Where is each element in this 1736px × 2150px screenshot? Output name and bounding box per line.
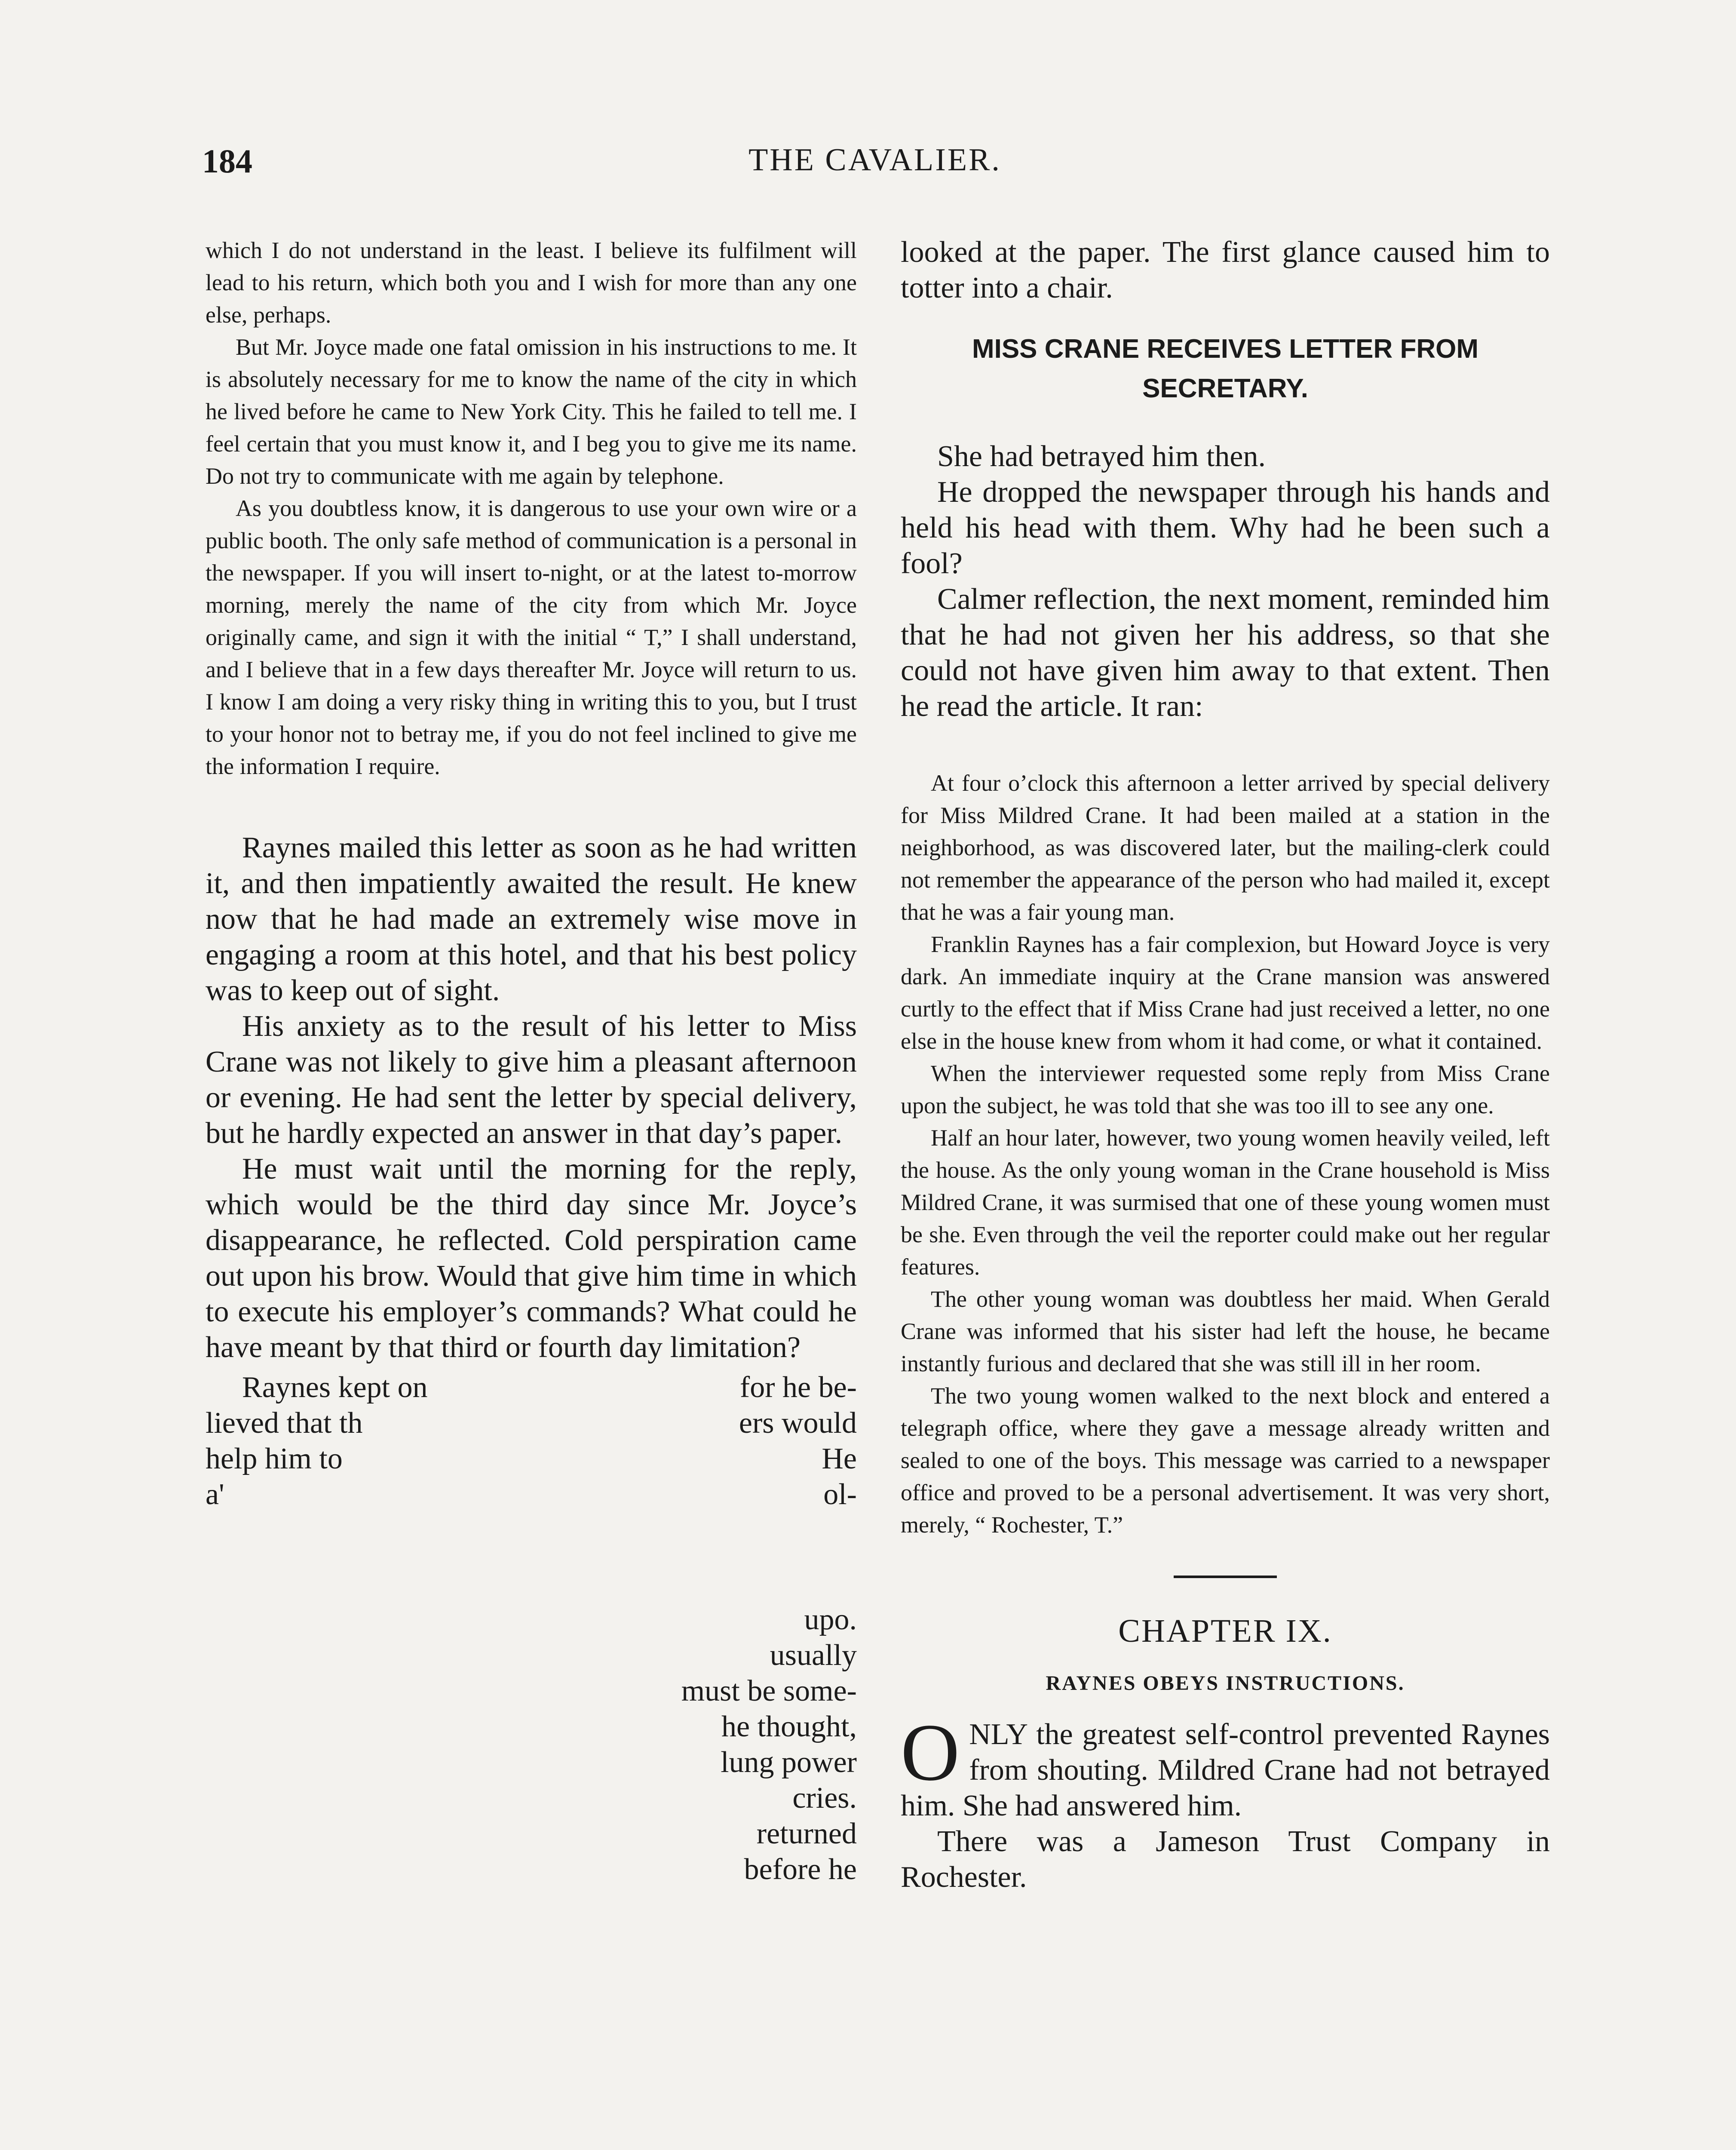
page-header: [202, 142, 1548, 206]
letter-paragraph: But Mr. Joyce made one fatal omission in his instructions to me. It is absolutely necessary for me to know the name of the city in which he lived before he came to New York City. This he failed to tell me. I feel certain that you must know it, and I beg you to give me its name. Do not try to communicate with me again by telephone.: [205, 334, 857, 489]
narrative: [901, 234, 1550, 306]
article-paragraph: Half an hour later, however, two young women heavily veiled, left the house. As the only young woman in the Crane household is Miss Mildred Crane, it was surmised that one of these young women must be she. Even through the veil the reporter could make out her regular features.: [901, 1125, 1550, 1280]
fragment-text: returned: [756, 1817, 857, 1850]
fragment-text: lieved that th: [205, 1407, 363, 1440]
right-column: [901, 234, 1550, 1895]
letter-paragraph: which I do not understand in the least. I believe its fulfilment will lead to his return, which both you and I wish for more than any one else, perhaps.: [205, 237, 857, 328]
story-paragraph: His anxiety as to the result of his letter to Miss Crane was not likely to give him a pleasant afternoon or evening. He had sent the letter by special delivery, but he hardly expected an answer in that day’s paper.: [205, 1010, 857, 1150]
drop-cap: O: [901, 1708, 960, 1798]
fragment-text: ol-: [823, 1478, 857, 1511]
article-paragraph: Franklin Raynes has a fair complexion, but Howard Joyce is very dark. An immediate inquiry at the Crane mansion was answered curtly to the effect that if Miss Crane had just received a letter, no one else in the house knew from whom it had come, or what it contained.: [901, 931, 1550, 1054]
fragment-text: for he be-: [739, 1371, 857, 1404]
story-paragraph: He must wait until the morning for the reply, which would be the third day since Mr. Joyce’s disappearance, he reflected. Cold perspiration came out upon his brow. Would that give him time in which to execute his employer’s commands? What could he have meant by that third or fourth day limitation?: [205, 1152, 857, 1364]
story-paragraph: [901, 1708, 1550, 1824]
story-paragraph: There was a Jameson Trust Company in Rochester.: [901, 1825, 1550, 1894]
fragment-text: lung power: [721, 1746, 857, 1779]
article-paragraph: When the interviewer requested some reply from Miss Crane upon the subject, he was told that she was too ill to see any one.: [901, 1060, 1550, 1118]
chapter-opening: [901, 1708, 1550, 1895]
fragment-text: must be some-: [681, 1674, 857, 1708]
fragment-text: upo.: [804, 1603, 857, 1636]
running-title: THE CAVALIER.: [748, 142, 1001, 178]
article-paragraph: The other young woman was doubtless her maid. When Gerald Crane was informed that his sister had left the house, he became instantly furious and declared that she was still ill in her room.: [901, 1286, 1550, 1376]
page-number: 184: [202, 142, 252, 180]
fragment-text: a': [205, 1478, 224, 1511]
narrative: [205, 830, 857, 1365]
story-paragraph: looked at the paper. The first glance caused him to totter into a chair.: [901, 236, 1550, 304]
fragment-text: cries.: [792, 1781, 857, 1815]
fragment-text: before he: [744, 1853, 857, 1886]
fragment-text: ers would: [739, 1407, 857, 1440]
fragment-text: usually: [770, 1639, 857, 1672]
narrative: [901, 439, 1550, 724]
chapter-title: CHAPTER IX.: [1118, 1613, 1332, 1649]
quoted-letter: [205, 234, 857, 783]
fragment-text: he thought,: [721, 1710, 857, 1743]
section-subheading: MISS CRANE RECEIVES LETTER FROM SECRETARY.: [972, 334, 1479, 403]
drop-cap-paragraph-text: NLY the greatest self-control prevented Raynes from shouting. Mildred Crane had not betrayed him. She had answered him.: [901, 1718, 1550, 1822]
article-paragraph: At four o’clock this afternoon a letter arrived by special delivery for Miss Mildred Crane. It had been mailed at a station in the neighborhood, as was discovered later, but the mailing-clerk could not remember the appearance of the person who had mailed it, except that he was a fair young man.: [901, 770, 1550, 925]
article-paragraph: The two young women walked to the next block and entered a telegraph office, where they gave a message already written and sealed to one of the boys. This message was carried to a newspaper office and proved to be a personal advertisement. It was very short, merely, “ Rochester, T.”: [901, 1383, 1550, 1538]
left-column: [205, 234, 857, 1886]
letter-paragraph: As you doubtless know, it is dangerous to use your own wire or a public booth. The only safe method of communication is a personal in the newspaper. If you will insert to-night, or at the latest to-morrow morning, merely the name of the city from which Mr. Joyce originally came, and sign it with the initial “ T,” I shall understand, and I believe that in a few days thereafter Mr. Joyce will return to us. I know I am doing a very risky thing in writing this to you, but I trust to your honor not to betray me, if you do not feel inclined to give me the information I require.: [205, 495, 857, 779]
story-paragraph: Calmer reflection, the next moment, reminded him that he had not given her his address, so that she could not have given him away to that extent. Then he read the article. It ran:: [901, 583, 1550, 723]
torn-text-area: [205, 1365, 857, 1886]
story-paragraph: He dropped the newspaper through his hands and held his head with them. Why had he been such a fool?: [901, 476, 1550, 580]
story-paragraph: Raynes mailed this letter as soon as he had written it, and then impatiently awaited the result. He knew now that he had made an extremely wise move in engaging a room at this hotel, and that his best policy was to keep out of sight.: [205, 831, 857, 1007]
fragment-text: He: [822, 1442, 857, 1475]
chapter-subtitle: RAYNES OBEYS INSTRUCTIONS.: [1046, 1672, 1405, 1695]
newspaper-article: [901, 767, 1550, 1541]
section-divider: [1174, 1576, 1277, 1578]
fragment-text: Raynes kept on: [242, 1371, 428, 1404]
story-paragraph: She had betrayed him then.: [937, 440, 1266, 473]
fragment-text: help him to: [205, 1442, 343, 1475]
